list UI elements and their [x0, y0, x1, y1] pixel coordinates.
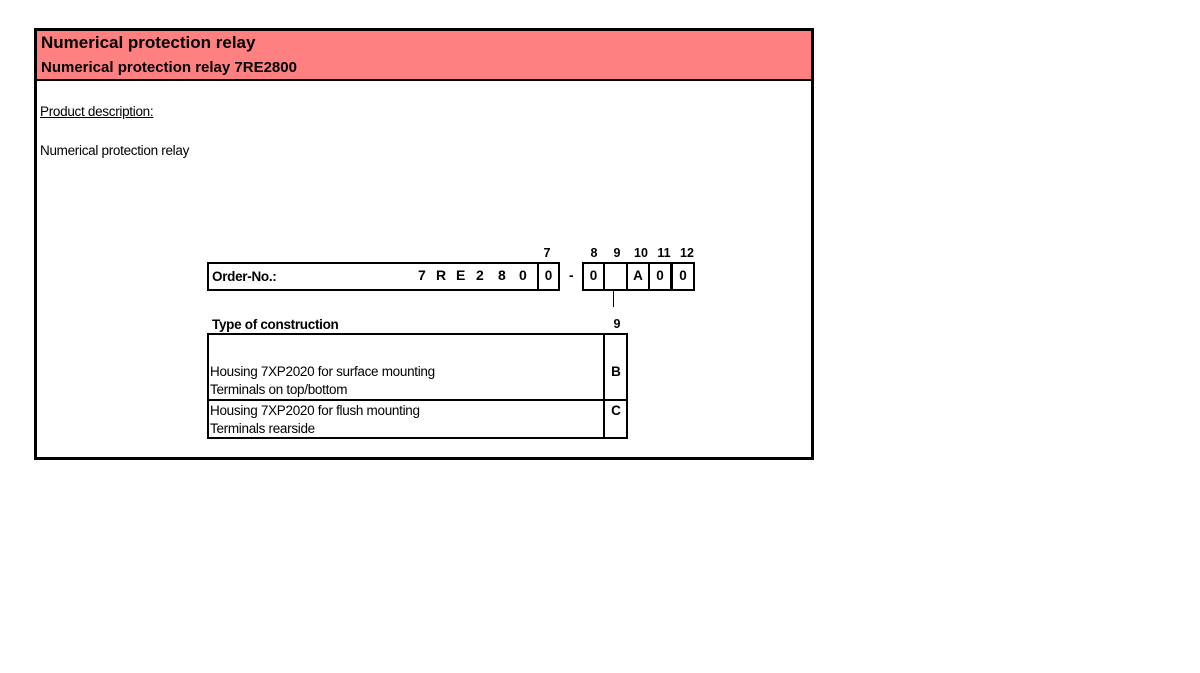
construction-code-divider: [603, 333, 605, 439]
position-12-label: 12: [680, 246, 694, 260]
order-number-label: Order-No.:: [212, 269, 277, 284]
order-char: 2: [476, 267, 484, 283]
order-position-12: 0: [671, 262, 695, 291]
construction-row-line: Terminals on top/bottom: [210, 382, 348, 397]
position-10-label: 10: [634, 246, 648, 260]
position-9-label: 9: [613, 246, 621, 260]
order-position-10: A: [626, 262, 650, 291]
page-title: Numerical protection relay: [41, 33, 256, 52]
document-frame: [34, 28, 814, 460]
order-char: 8: [498, 267, 506, 283]
position-9-connector: [613, 291, 614, 307]
construction-position: 9: [613, 317, 621, 331]
order-char: 7: [418, 267, 426, 283]
header-banner: [37, 31, 811, 81]
construction-title: Type of construction: [212, 317, 339, 332]
construction-code: C: [611, 403, 621, 418]
order-position-11: 0: [648, 262, 672, 291]
construction-row-divider: [207, 399, 628, 401]
order-char: 0: [519, 267, 527, 283]
order-char: E: [456, 267, 466, 283]
order-dash: -: [569, 268, 574, 283]
order-position-7: 0: [537, 262, 560, 291]
product-description-text: Numerical protection relay: [40, 143, 190, 158]
construction-row-line: Housing 7XP2020 for flush mounting: [210, 403, 420, 418]
order-position-8: 0: [582, 262, 605, 291]
page-subtitle: Numerical protection relay 7RE2800: [41, 59, 297, 76]
position-8-label: 8: [590, 246, 598, 260]
construction-row-line: Housing 7XP2020 for surface mounting: [210, 364, 435, 379]
construction-row-line: Terminals rearside: [210, 421, 315, 436]
construction-code: B: [611, 364, 621, 379]
position-11-label: 11: [657, 246, 671, 260]
order-position-9: [603, 262, 628, 291]
order-char: R: [436, 267, 447, 283]
position-7-label: 7: [543, 246, 551, 260]
product-description-label: Product description:: [40, 104, 154, 119]
